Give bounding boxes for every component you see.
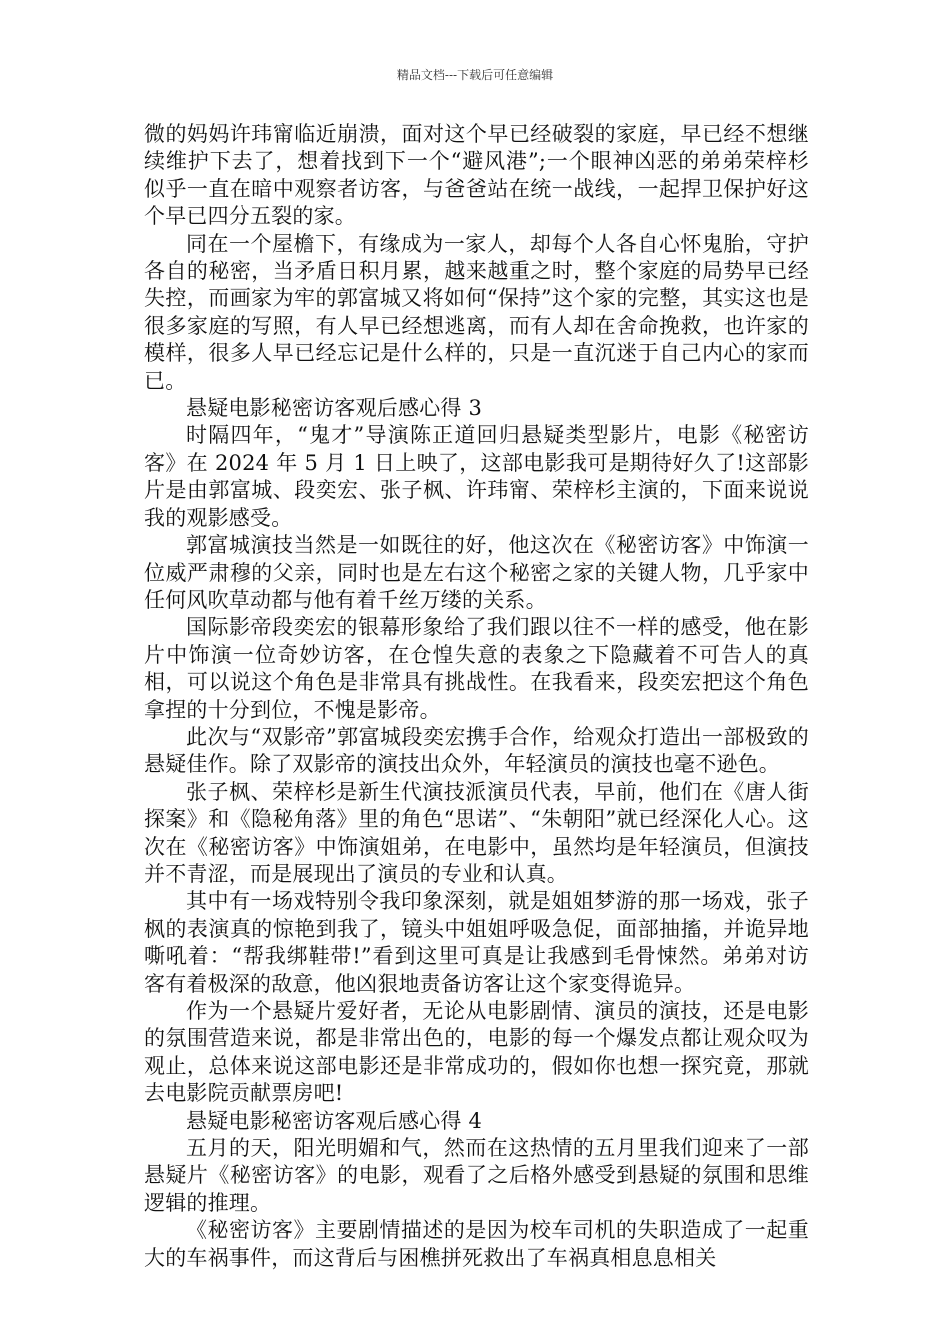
document-body xyxy=(144,121,809,1272)
paragraph: 此次与“双影帝”郭富城段奕宏携手合作，给观众打造出一部极致的悬疑佳作。除了双影帝的演技出众外，年轻演员的演技也毫不逊色。 xyxy=(144,724,809,777)
paragraph: 作为一个悬疑片爱好者，无论从电影剧情、演员的演技，还是电影的氛围营造来说，都是非常出色的，电影的每一个爆发点都让观众叹为观止，总体来说这部电影还是非常成功的，假如你也想一探究竟，那就去电影院贡献票房吧! xyxy=(144,999,809,1106)
paragraph: 郭富城演技当然是一如既往的好，他这次在《秘密访客》中饰演一位威严肃穆的父亲，同时也是左右这个秘密之家的关键人物，几乎家中任何风吹草动都与他有着千丝万缕的关系。 xyxy=(144,533,809,612)
paragraph: 其中有一场戏特别令我印象深刻，就是姐姐梦游的那一场戏，张子枫的表演真的惊艳到我了，镜头中姐姐呼吸急促，面部抽搐，并诡异地嘶吼着：“帮我绑鞋带!”看到这里可真是让我感到毛骨悚然。弟弟对访客有着极深的敌意，他凶狠地责备访客让这个家变得诡异。 xyxy=(144,889,809,996)
section-heading: 悬疑电影秘密访客观后感心得 4 xyxy=(186,1108,483,1133)
page-header: 精品文档---下载后可任意编辑 xyxy=(396,68,554,82)
paragraph: 国际影帝段奕宏的银幕形象给了我们跟以往不一样的感受，他在影片中饰演一位奇妙访客，在仓惶失意的表象之下隐藏着不可告人的真相，可以说这个角色是非常具有挑战性。在我看来，段奕宏把这个角色拿捏的十分到位，不愧是影帝。 xyxy=(144,615,809,722)
section-heading: 悬疑电影秘密访客观后感心得 3 xyxy=(186,396,483,421)
paragraph: 《秘密访客》主要剧情描述的是因为校车司机的失职造成了一起重大的车祸事件，而这背后与困樵拼死救出了车祸真相息息相关 xyxy=(144,1218,809,1270)
paragraph: 同在一个屋檐下，有缘成为一家人，却每个人各自心怀鬼胎，守护各自的秘密，当矛盾日积月累，越来越重之时，整个家庭的局势早已经失控，而画家为牢的郭富城又将如何“保持”这个家的完整，其实这也是很多家庭的写照，有人早已经想逃离，而有人却在舍命挽救，也许家的模样，很多人早已经忘记是什么样的，只是一直沉迷于自己内心的家而已。 xyxy=(144,231,809,393)
paragraph: 五月的天，阳光明媚和气，然而在这热情的五月里我们迎来了一部悬疑片《秘密访客》的电影，观看了之后格外感受到悬疑的氛围和思维逻辑的推理。 xyxy=(144,1136,809,1215)
paragraph: 微的妈妈许玮甯临近崩溃，面对这个早已经破裂的家庭，早已经不想继续维护下去了，想着找到下一个“避风港”;一个眼神凶恶的弟弟荣梓杉似乎一直在暗中观察者访客，与爸爸站在统一战线，一起捍卫保护好这个早已四分五裂的家。 xyxy=(144,122,809,229)
paragraph: 张子枫、荣梓杉是新生代演技派演员代表，早前，他们在《唐人街探案》和《隐秘角落》里的角色“思诺”、“朱朝阳”就已经深化人心。这次在《秘密访客》中饰演姐弟，在电影中，虽然均是年轻演员，但演技并不青涩，而是展现出了演员的专业和认真。 xyxy=(144,779,809,886)
paragraph: 时隔四年，“鬼才”导演陈正道回归悬疑类型影片，电影《秘密访客》在 2024 年 5 月 1 日上映了，这部电影我可是期待好久了!这部影片是由郭富城、段奕宏、张子枫、许玮甯、荣梓杉主演的，下面来说说我的观影感受。 xyxy=(144,423,809,530)
